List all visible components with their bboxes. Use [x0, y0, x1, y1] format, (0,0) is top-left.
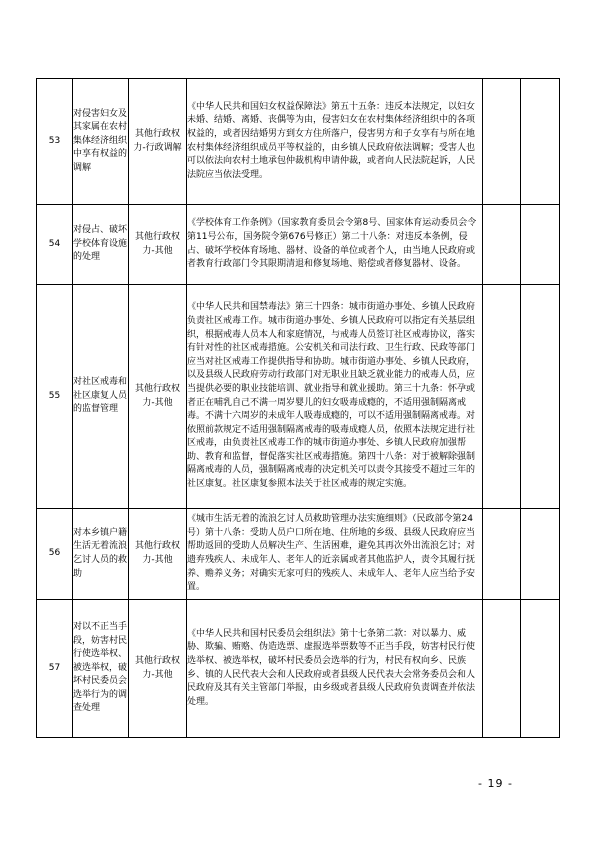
power-category: 其他行政权力-其他 — [129, 205, 187, 285]
legal-basis: 《中华人民共和国禁毒法》第三十四条：城市街道办事处、乡镇人民政府负责社区戒毒工作。城市街道办事处、乡镇人民政府可以指定有关基层组织，根据戒毒人员本人和家庭情况，与戒毒人员签订社区戒毒协议，落实有针对性的社区戒毒措施。公安机关和司法行政、卫生行政、民政等部门应当对社区戒毒工作提供指导和协助。城市街道办事处、乡镇人民政府，以及县级人民政府劳动行政部门对无职业且缺乏就业能力的戒毒人员，应当提供必要的职业技能培训、就业指导和就业援助。第三十九条：怀孕或者正在哺乳自己不满一周岁婴儿的妇女吸毒成瘾的，不适用强制隔离戒毒。不满十六周岁的未成年人吸毒成瘾的，可以不适用强制隔离戒毒。对依照前款规定不适用强制隔离戒毒的吸毒成瘾人员，依照本法规定进行社区戒毒，由负责社区戒毒工作的城市街道办事处、乡镇人民政府加强帮助、教育和监督，督促落实社区戒毒措施。第四十八条：对于被解除强制隔离戒毒的人员，强制隔离戒毒的决定机关可以责令其接受不超过三年的社区康复。社区康复参照本法关于社区戒毒的规定实施。 — [187, 285, 483, 509]
power-category: 其他行政权力-其他 — [129, 600, 187, 738]
table-row — [37, 79, 560, 205]
empty-cell — [521, 205, 560, 285]
table-row — [37, 509, 560, 600]
item-name: 对本乡镇户籍生活无着流浪乞讨人员的救助 — [73, 509, 129, 600]
authority-table — [36, 78, 560, 738]
row-number: 53 — [37, 79, 73, 205]
legal-basis: 《中华人民共和国村民委员会组织法》第十七条第二款：对以暴力、威胁、欺骗、贿赂、伪造选票、虚报选举票数等不正当手段，妨害村民行使选举权、被选举权，破坏村民委员会选举的行为，村民有权向乡、民族乡、镇的人民代表大会和人民政府或者县级人民代表大会常务委员会和人民政府及其有关主管部门举报，由乡级或者县级人民政府负责调查并依法处理。 — [187, 600, 483, 738]
row-number: 55 — [37, 285, 73, 509]
item-name: 对社区戒毒和社区康复人员的监督管理 — [73, 285, 129, 509]
empty-cell — [521, 600, 560, 738]
row-number: 57 — [37, 600, 73, 738]
table-row — [37, 205, 560, 285]
table-row — [37, 600, 560, 738]
table-row — [37, 285, 560, 509]
empty-cell — [521, 285, 560, 509]
empty-cell — [521, 509, 560, 600]
item-name: 对侵害妇女及其家属在农村集体经济组织中享有权益的调解 — [73, 79, 129, 205]
legal-basis: 《城市生活无着的流浪乞讨人员救助管理办法实施细则》（民政部令第24号）第十八条：受助人员户口所在地、住所地的乡级、县级人民政府应当帮助返回的受助人员解决生产、生活困难，避免其再次外出流浪乞讨；对遗弃残疾人、未成年人、老年人的近亲属或者其他监护人，责令其履行抚养、赡养义务；对确实无家可归的残疾人、未成年人、老年人应当给予安置。 — [187, 509, 483, 600]
empty-cell — [521, 79, 560, 205]
power-category: 其他行政权力-其他 — [129, 509, 187, 600]
power-category: 其他行政权力-行政调解 — [129, 79, 187, 205]
empty-cell — [483, 205, 521, 285]
legal-basis: 《中华人民共和国妇女权益保障法》第五十五条：违反本法规定，以妇女未婚、结婚、离婚、丧偶等为由，侵害妇女在农村集体经济组织中的各项权益的，或者因结婚男方到女方住所落户，侵害男方和子女享有与所在地农村集体经济组织成员平等权益的，由乡镇人民政府依法调解；受害人也可以依法向农村土地承包仲裁机构申请仲裁，或者向人民法院起诉，人民法院应当依法受理。 — [187, 79, 483, 205]
empty-cell — [483, 285, 521, 509]
item-name: 对以不正当手段，妨害村民行使选举权、被选举权，破坏村民委员会选举行为的调查处理 — [73, 600, 129, 738]
row-number: 54 — [37, 205, 73, 285]
legal-basis: 《学校体育工作条例》（国家教育委员会令第8号、国家体育运动委员会令第11号公布，国务院令第676号修正）第二十八条：对违反本条例，侵占、破坏学校体育场地、器材、设备的单位或者个人，由当地人民政府或者教育行政部门令其限期清退和修复场地、赔偿或者修复器材、设备。 — [187, 205, 483, 285]
empty-cell — [483, 600, 521, 738]
empty-cell — [483, 509, 521, 600]
row-number: 56 — [37, 509, 73, 600]
item-name: 对侵占、破坏学校体育设施的处理 — [73, 205, 129, 285]
power-category: 其他行政权力-其他 — [129, 285, 187, 509]
page-number: - 19 - — [478, 777, 513, 790]
empty-cell — [483, 79, 521, 205]
